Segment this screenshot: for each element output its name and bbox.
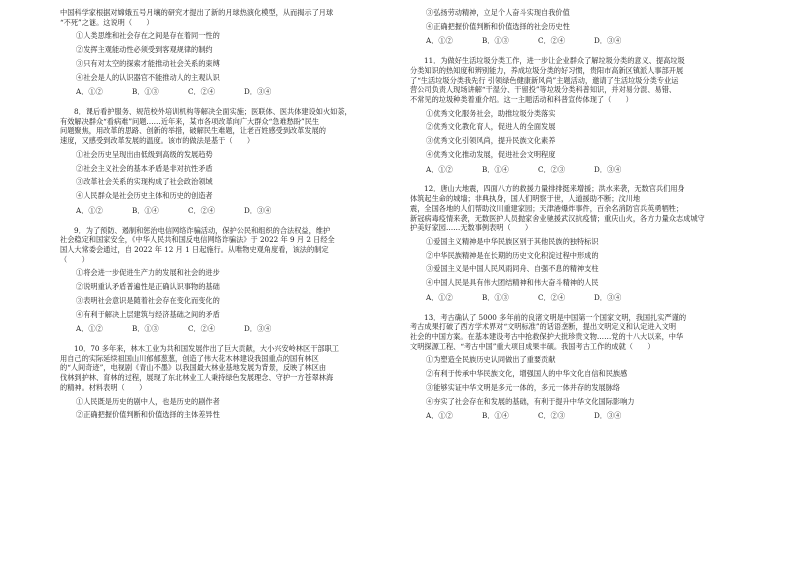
question-stem-line: 了“生活垃圾分类我先行 引领绿色健康新风尚”主题活动，邀请了生活垃圾分类专业运 <box>410 75 679 85</box>
option-3: ③能够实证中华文明是多元一体的，多元一体并存的发展脉络 <box>426 382 621 392</box>
question-9 <box>60 226 384 334</box>
answer-choices <box>76 87 384 97</box>
answer-d: D．③④ <box>594 164 622 174</box>
question-stem-line: 用自己的实际延续祖国山川郁郁葱葱，创造了伟大花木林建设我国重点的国有林区 <box>60 353 319 363</box>
question-stem-line: 的“人间奇迹”，电视剧《青山不墨》以我国最大林业基地发展为背景，反映了林区由 <box>60 363 327 373</box>
option-2: ②正确把握价值判断和价值选择的主体差异性 <box>76 410 220 420</box>
option-3: ③优秀文化引领风尚，提升民族文化素养 <box>426 136 556 146</box>
answer-choices <box>426 293 734 303</box>
option-4: ④人民群众是社会历史主体和历史的创造者 <box>76 191 213 201</box>
answer-b: B．①④ <box>482 411 509 421</box>
answer-choices <box>76 324 384 334</box>
question-stem-line: 9．为了预防、遏制和惩治电信网络诈骗活动，保护公民和组织的合法权益，维护 <box>74 225 331 235</box>
answer-b: B．①③ <box>132 324 159 334</box>
option-2: ②中华民族精神是在长期的历史文化积淀过程中形成的 <box>426 250 599 260</box>
option-1: ①优秀文化服务社会，助推垃圾分类落实 <box>426 108 556 118</box>
option-2: ②优秀文化教化育人，促进人的全面发展 <box>426 122 556 132</box>
answer-a: A．①② <box>426 36 453 46</box>
option-2: ②发挥主观能动性必须受到客观规律的制约 <box>76 45 213 55</box>
option-4: ④中国人民是具有伟大团结精神和伟大奋斗精神的人民 <box>426 278 599 288</box>
question-stem-line: 伐林到护林、育林的过程，展现了东北林业工人秉持绿色发展理念、守护一方苍翠林海 <box>60 373 334 383</box>
answer-a: A．①② <box>76 205 103 215</box>
question-stem-line: 护美好家园……无数事例表明（ ） <box>410 223 533 233</box>
question-stem-line: 营公司负责人现场讲解“干湿分、干留投”等垃圾分类科普知识，并对易分混、易错、 <box>410 85 677 95</box>
option-4: ④社会是人的认识器官不能推动人的主观认识 <box>76 72 220 82</box>
answer-b: B．①③ <box>482 292 509 302</box>
answer-a: A．①② <box>426 411 453 421</box>
question-stem-line: 新冠病毒疫情来袭，无数医护人员抛家舍业驰援武汉抗疫情；重庆山火，各方力量众志成城守 <box>410 213 705 223</box>
option-1: ①将会进一步促进生产力的发展和社会的进步 <box>76 268 220 278</box>
question-stem-line: 震，全国各地的人们帮助汶川重建家园；天津港爆炸事件，百余名消防官兵英勇牺牲； <box>410 203 684 213</box>
answer-choices <box>426 36 734 46</box>
question-stem-line: 13．考古确认了 5000 多年前的良渚文明是中国第一个国家文明，我国扎实严谨的 <box>424 312 687 322</box>
question-stem-line: 有效解决群众“看病难”问题……近年来，某市各项改革向广大群众“急难愁盼”民生 <box>60 116 320 126</box>
question-stem-line: 11．为做好生活垃圾分类工作，进一步让企业群众了解垃圾分类的意义、提高垃圾 <box>424 56 685 66</box>
option-1: ①爱国主义精神是中华民族区别于其他民族的独特标识 <box>426 236 599 246</box>
question-stem-line: 分类知识的热知度和辨别能力，养成垃圾分类的好习惯，贵阳市高新区镇派人事部开展 <box>410 65 684 75</box>
answer-b: B．①④ <box>482 164 509 174</box>
answer-a: A．①② <box>426 164 453 174</box>
question-stem-line: 速度，又感受到改革发展的温度。该市的做法是基于（ ） <box>60 136 255 146</box>
question-10 <box>60 344 384 420</box>
question-stem-line: 不常见的垃圾种类着重介绍。这一主题活动和科普宣传体现了（ ） <box>410 95 633 105</box>
question-stem-line: 文明探源工程、“考古中国”重大项目成果丰硕。我国考古工作的成就（ ） <box>410 341 655 351</box>
answer-c: C．②③ <box>538 411 566 421</box>
answer-b: B．①④ <box>132 205 159 215</box>
question-8 <box>60 107 384 215</box>
right-column <box>410 8 734 421</box>
question-stem-line: 社会稳定和国家安全，《中华人民共和国反电信网络诈骗法》于 2022 年 9 月 2 日经全 <box>60 235 335 245</box>
answer-d: D．③④ <box>244 324 272 334</box>
question-stem-line: 国人大常委会通过，自 2022 年 12 月 1 日起施行。从唯物史观角度看，该法的制定 <box>60 244 329 254</box>
question-stem-line: 12．唐山大地震，四面八方的救援力量排排挺来增援；洪水来袭，无数官兵们用身 <box>424 184 685 194</box>
question-11 <box>410 56 734 174</box>
option-1: ①社会历史呈现出由低级到高级的发展趋势 <box>76 149 213 159</box>
answer-choices <box>426 165 734 175</box>
question-10-continued <box>410 8 734 46</box>
option-1: ①人类思维和社会存在之间是存在着同一性的 <box>76 31 220 41</box>
answer-c: C．②③ <box>538 164 566 174</box>
option-3: ③爱国主义是中国人民风雨同舟、自强不息的精神支柱 <box>426 264 599 274</box>
question-12 <box>410 184 734 302</box>
option-2: ②社会主义社会的基本矛盾是非对抗性矛盾 <box>76 163 213 173</box>
question-stem-line: 中国科学家根据对嫦娥五号月壤的研究才提出了新的月球热演化模型，从而揭示了月球 <box>60 8 334 17</box>
answer-choices <box>76 206 384 216</box>
question-13 <box>410 313 734 421</box>
option-3: ③只有对太空的探索才能推动社会关系的束缚 <box>76 58 220 68</box>
answer-d: D．③④ <box>594 36 622 46</box>
left-column <box>60 8 384 420</box>
question-stem-line: “不死”之谜。这说明（ ） <box>60 17 154 27</box>
answer-d: D．③④ <box>244 87 272 97</box>
option-2: ②有利于传承中华民族文化，增强国人的中华文化自信和民族感 <box>426 369 628 379</box>
option-4: ④正确把握价值判断和价值选择的社会历史性 <box>426 21 570 31</box>
answer-choices <box>426 411 734 421</box>
question-stem-line: 体筑起生命的城墙；非典执身，国人们明察于世，人道援助不断；汶川地 <box>410 194 641 204</box>
answer-a: A．①② <box>76 87 103 97</box>
answer-b: B．①③ <box>132 87 159 97</box>
question-7 <box>60 8 384 97</box>
option-3: ③表明社会意识是随着社会存在变化而变化的 <box>76 295 220 305</box>
option-4: ④夯实了社会存在和发展的基础，有利于提升中华文化国际影响力 <box>426 396 635 406</box>
question-stem-line: 10．70 多年来，林木工业为共和国发展作出了巨大贡献，大小兴安岭林区干部职工 <box>74 343 339 353</box>
answer-d: D．③④ <box>594 292 622 302</box>
answer-a: A．①② <box>76 324 103 334</box>
question-stem-line: 考古成果打破了西方学术界对“文明标准”的话语垄断，提出文明定义和认定进入文明 <box>410 322 677 332</box>
option-4: ④有利于解决上层建筑与经济基础之间的矛盾 <box>76 309 220 319</box>
question-stem-line: 问题聚焦，用改革的思路、创新的举措，破解民生难题，让老百姓感受到改革发展的 <box>60 126 326 136</box>
option-1: ①为塑造全民族历史认同做出了重要贡献 <box>426 355 556 365</box>
option-2: ②说明重认矛盾普遍性是正确认识事物的基础 <box>76 282 220 292</box>
answer-d: D．③④ <box>244 205 272 215</box>
answer-b: B．①③ <box>482 36 509 46</box>
option-4: ④优秀文化推动发展，促进社会文明程度 <box>426 149 556 159</box>
question-stem-line: 8．课后看护服务、规范校外培训机构等解决全面实施；医联体、医共体建设如火如荼， <box>74 107 352 117</box>
question-stem-line: （ ） <box>60 254 89 264</box>
option-1: ①人民既是历史的剧中人，也是历史的剧作者 <box>76 396 220 406</box>
answer-c: C．②④ <box>538 36 566 46</box>
answer-c: C．②④ <box>538 292 566 302</box>
question-stem-line: 的精神。材料表明（ ） <box>60 382 147 392</box>
question-stem-line: 社会的中国方案。在基本建设考古中抢救保护大批珍贵文物……党的十八大以来，中华 <box>410 331 684 341</box>
answer-a: A．①② <box>426 292 453 302</box>
answer-c: C．②④ <box>188 324 216 334</box>
answer-c: C．②④ <box>188 205 216 215</box>
answer-d: D．③④ <box>594 411 622 421</box>
answer-c: C．②④ <box>188 87 216 97</box>
option-3: ③弘扬劳动精神，立足个人奋斗实现自我价值 <box>426 8 570 17</box>
option-3: ③改革社会关系的实现构成了社会政治领域 <box>76 177 213 187</box>
